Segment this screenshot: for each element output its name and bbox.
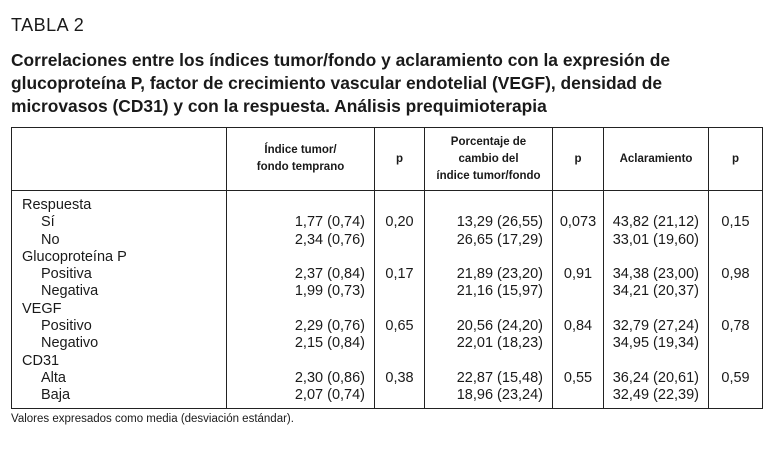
table-row — [12, 249, 763, 266]
cell-p3 — [709, 283, 763, 300]
cell-p2: 0,55 — [553, 370, 604, 387]
row-label: Glucoproteína P — [12, 249, 227, 266]
header-p1: p — [375, 128, 425, 191]
cell-porcentaje: 21,89 (23,20) — [425, 266, 553, 283]
cell-porcentaje: 13,29 (26,55) — [425, 214, 553, 231]
cell-p1: 0,65 — [375, 318, 425, 335]
cell-p2 — [553, 387, 604, 408]
cell-aclaramiento — [604, 191, 709, 215]
cell-p1 — [375, 353, 425, 370]
cell-p1 — [375, 283, 425, 300]
cell-p2 — [553, 283, 604, 300]
row-label: Positivo — [12, 318, 227, 335]
cell-p2 — [553, 335, 604, 352]
cell-p2: 0,91 — [553, 266, 604, 283]
cell-aclaramiento: 36,24 (20,61) — [604, 370, 709, 387]
cell-indice: 2,07 (0,74) — [227, 387, 375, 408]
cell-indice: 2,15 (0,84) — [227, 335, 375, 352]
data-table — [11, 127, 763, 409]
cell-p3: 0,98 — [709, 266, 763, 283]
header-aclaramiento: Aclaramiento — [604, 128, 709, 191]
cell-porcentaje — [425, 301, 553, 318]
cell-indice — [227, 353, 375, 370]
row-label: Negativa — [12, 283, 227, 300]
cell-p2 — [553, 301, 604, 318]
cell-p1: 0,38 — [375, 370, 425, 387]
cell-p2 — [553, 249, 604, 266]
cell-p1: 0,20 — [375, 214, 425, 231]
cell-p2 — [553, 232, 604, 249]
cell-indice: 1,99 (0,73) — [227, 283, 375, 300]
cell-porcentaje: 20,56 (24,20) — [425, 318, 553, 335]
cell-p3: 0,59 — [709, 370, 763, 387]
cell-indice: 1,77 (0,74) — [227, 214, 375, 231]
cell-porcentaje: 22,87 (15,48) — [425, 370, 553, 387]
cell-p3 — [709, 249, 763, 266]
cell-p2: 0,84 — [553, 318, 604, 335]
table-row — [12, 214, 763, 231]
header-porcentaje-line1: Porcentaje de — [450, 135, 527, 148]
table-row — [12, 353, 763, 370]
cell-p1 — [375, 301, 425, 318]
cell-p3 — [709, 335, 763, 352]
cell-p1 — [375, 191, 425, 215]
cell-aclaramiento: 34,38 (23,00) — [604, 266, 709, 283]
cell-p3 — [709, 301, 763, 318]
cell-aclaramiento: 32,49 (22,39) — [604, 387, 709, 408]
table-row — [12, 266, 763, 283]
header-indice — [227, 128, 375, 191]
cell-p1 — [375, 387, 425, 408]
cell-indice: 2,37 (0,84) — [227, 266, 375, 283]
table-row — [12, 387, 763, 408]
cell-aclaramiento — [604, 353, 709, 370]
table-row — [12, 370, 763, 387]
header-row — [12, 128, 763, 191]
cell-p2 — [553, 353, 604, 370]
row-label: Sí — [12, 214, 227, 231]
cell-aclaramiento: 34,21 (20,37) — [604, 283, 709, 300]
cell-p3: 0,78 — [709, 318, 763, 335]
cell-porcentaje: 22,01 (18,23) — [425, 335, 553, 352]
header-indice-line1: Índice tumor/ — [264, 144, 337, 156]
cell-p2: 0,073 — [553, 214, 604, 231]
cell-p1: 0,17 — [375, 266, 425, 283]
cell-porcentaje — [425, 191, 553, 215]
cell-p1 — [375, 232, 425, 249]
cell-p3: 0,15 — [709, 214, 763, 231]
table-row — [12, 283, 763, 300]
cell-aclaramiento: 32,79 (27,24) — [604, 318, 709, 335]
cell-p3 — [709, 353, 763, 370]
row-label: Baja — [12, 387, 227, 408]
table-title: Correlaciones entre los índices tumor/fondo y aclaramiento con la expresión de glucoproteína P, factor de crecimiento vascular endotelial (VEGF), densidad de microvasos (CD31) y con la respuesta. Análisis prequimioterapia — [11, 50, 671, 116]
cell-indice: 2,30 (0,86) — [227, 370, 375, 387]
row-label: Respuesta — [12, 191, 227, 215]
header-label — [12, 128, 227, 191]
cell-porcentaje — [425, 353, 553, 370]
table-row — [12, 191, 763, 215]
cell-p1 — [375, 249, 425, 266]
table-row — [12, 301, 763, 318]
row-label: No — [12, 232, 227, 249]
header-porcentaje-line2: cambio del — [458, 152, 519, 165]
cell-porcentaje: 26,65 (17,29) — [425, 232, 553, 249]
cell-aclaramiento — [604, 301, 709, 318]
header-porcentaje — [425, 128, 553, 191]
cell-porcentaje: 21,16 (15,97) — [425, 283, 553, 300]
cell-indice: 2,34 (0,76) — [227, 232, 375, 249]
row-label: Negativo — [12, 335, 227, 352]
row-label: Positiva — [12, 266, 227, 283]
header-p2: p — [553, 128, 604, 191]
table-row — [12, 318, 763, 335]
cell-p3 — [709, 191, 763, 215]
table-row — [12, 232, 763, 249]
header-indice-line2: fondo temprano — [256, 161, 345, 173]
cell-porcentaje — [425, 249, 553, 266]
cell-indice — [227, 249, 375, 266]
row-label: Alta — [12, 370, 227, 387]
row-label: VEGF — [12, 301, 227, 318]
header-porcentaje-line3: índice tumor/fondo — [436, 169, 541, 182]
cell-aclaramiento: 34,95 (19,34) — [604, 335, 709, 352]
cell-aclaramiento: 33,01 (19,60) — [604, 232, 709, 249]
header-p3: p — [709, 128, 763, 191]
table-row — [12, 335, 763, 352]
cell-aclaramiento — [604, 249, 709, 266]
cell-p3 — [709, 387, 763, 408]
cell-indice — [227, 191, 375, 215]
cell-indice — [227, 301, 375, 318]
table-label: TABLA 2 — [11, 15, 85, 35]
cell-porcentaje: 18,96 (23,24) — [425, 387, 553, 408]
cell-p1 — [375, 335, 425, 352]
table-footnote: Valores expresados como media (desviación estándar). — [11, 413, 294, 425]
cell-indice: 2,29 (0,76) — [227, 318, 375, 335]
cell-p2 — [553, 191, 604, 215]
cell-p3 — [709, 232, 763, 249]
cell-aclaramiento: 43,82 (21,12) — [604, 214, 709, 231]
row-label: CD31 — [12, 353, 227, 370]
